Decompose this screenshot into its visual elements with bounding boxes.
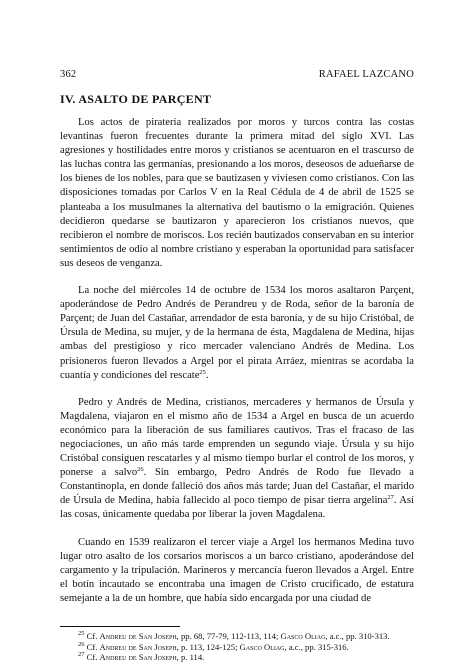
body-text (60, 116, 414, 606)
footnote-text: Cf. (86, 652, 100, 663)
paragraph-3-text-a: Pedro y Andrés de Medina, cristianos, mercaderes y hermanos de Úrsula y Magdalena, viajaron en el mismo año de 1534 a Argel en busca de un acuerdo económico para la liberación de sus familiares cautivos. Tras el fracaso de las negociaciones, un año más tarde emprenden un segundo viaje. Úrsula y su hijo Cristóbal consiguen rescatarles y al mismo tiempo burlar el control de los moros, y ponerse a salvo (60, 396, 414, 479)
footnote-text: , pp. 68, 77-79, 112-113, 114; (176, 631, 281, 641)
footnote-author: Gasco Oliag (280, 631, 326, 641)
footnote-text: , p. 113, 124-125; (176, 641, 240, 652)
footnote-ref-25[interactable]: 25 (199, 368, 206, 376)
footnote-ref-27[interactable]: 27 (387, 494, 394, 502)
running-header (60, 69, 414, 80)
paragraph-2: La noche del miércoles 14 de octubre de 1534 los moros asaltaron Parçent, apoderándose de Pedro Andrés de Perandreu y de Roda, señor de la baronía de Parçent; de Juan del Castañar, arrendador de esta baronía, y de su hijo Cristóbal, de Úrsula de Medina, su mujer, y de la hermana de ésta, Magdalena de Medina, hijas ambas del prestigioso y rico mercader valenciano Andrés de Medina. Los prisioneros fueron llevados a Argel por el pirata Arráez, mientras se acordaba la cuantía y condiciones del rescate$^{25}$. (60, 285, 414, 381)
footnote-author: Andreu de San Joseph (99, 641, 177, 652)
footnote-text: Cf. (86, 631, 100, 641)
footnote-text: , a.c., pp. 315-316. (284, 641, 349, 652)
section-heading: IV. ASALTO DE PARÇENT (60, 92, 212, 106)
footnotes (60, 631, 414, 663)
paragraph-4: Cuando en 1539 realizaron el tercer viaje a Argel los hermanos Medina tuvo lugar otro asalto de los corsarios moriscos a un barco cristiano, apoderándose del cargamento y la tripulación. Marineros y mercancía fueron llevados a Argel. Entre el botín incautado se encontraba una imagen de Cristo crucificado, de estatura semejante a la de un hombre, que había sido encargada por una ciudad de (60, 536, 414, 604)
footnote-number: 27 (78, 651, 85, 659)
footnote-rule (60, 626, 180, 627)
footnote (60, 642, 414, 653)
footnote (60, 652, 414, 663)
footnote-author: Gasco Oliag (239, 641, 285, 652)
paragraph-3 (60, 396, 414, 523)
footnote-number: 25 (78, 630, 85, 637)
paragraph-3-text-b: . Sin embargo, Pedro Andrés de Rodo fue llevado a Constantinopla, en donde falleció dos años más tarde; Juan del Castañar, el marido de Úrsula de Medina, había fallecido al poco tiempo de pisar tierra argelina (60, 467, 414, 507)
paragraph-1: Los actos de piratería realizados por moros y turcos contra las costas levantinas fueron frecuentes durante la primera mitad del siglo XVI. Las agresiones y hostilidades entre moros y cristianos se acentuaron en el trascurso de las luchas contra las germanías, presionando a los moros, deseosos de adueñarse de los bienes de los nobles, para que se bautizasen y viviesen como cristianos. Con las disposiciones tomadas por Carlos V en la Real Cédula de 4 de abril de 1525 se planteaba a los musulmanes la alternativa del bautismo o la emigración. Quienes decidieron quedarse se bautizaron y aparecieron los cristianos nuevos, que recibieron el nombre de moriscos. Los recién bautizados conservaban en su interior sentimientos de odio al nombre cristiano y esperaban la oportunidad para satisfacer sus deseos de venganza. (60, 117, 414, 269)
footnote-author: Andreu de San Joseph (99, 652, 177, 663)
page-number: 362 (60, 69, 77, 80)
running-author: RAFAEL LAZCANO (318, 69, 414, 80)
footnote-number: 26 (78, 640, 85, 648)
paragraph-2-text: La noche del miércoles 14 de octubre de 1534 los moros asaltaron Parçent, apoderándose de Pedro Andrés de Perandreu y de Roda, señor de la baronía de Parçent; de Juan del Castañar, arrendador de esta baronía, y de su hijo Cristóbal, de Úrsula de Medina, su mujer, y de la hermana de ésta, Magdalena de Medina, hijas ambas del prestigioso y rico mercader valenciano Andrés de Medina. Los prisioneros fueron llevados a Argel por el pirata Arráez, mientras se acordaba la cuantía y condiciones del rescate (60, 285, 414, 381)
footnote-author: Andreu de San Joseph (99, 631, 177, 641)
footnote (60, 631, 414, 642)
footnote-text: , a.c., pp. 310-313. (325, 631, 390, 641)
paragraph-3-text-c: . Así las cosas, únicamente quedaba por liberar la joven Magdalena. (60, 495, 414, 521)
footnote-text: , p. 114. (176, 652, 205, 663)
footnote-ref-26[interactable]: 26 (137, 466, 144, 474)
footnote-text: Cf. (86, 641, 100, 652)
